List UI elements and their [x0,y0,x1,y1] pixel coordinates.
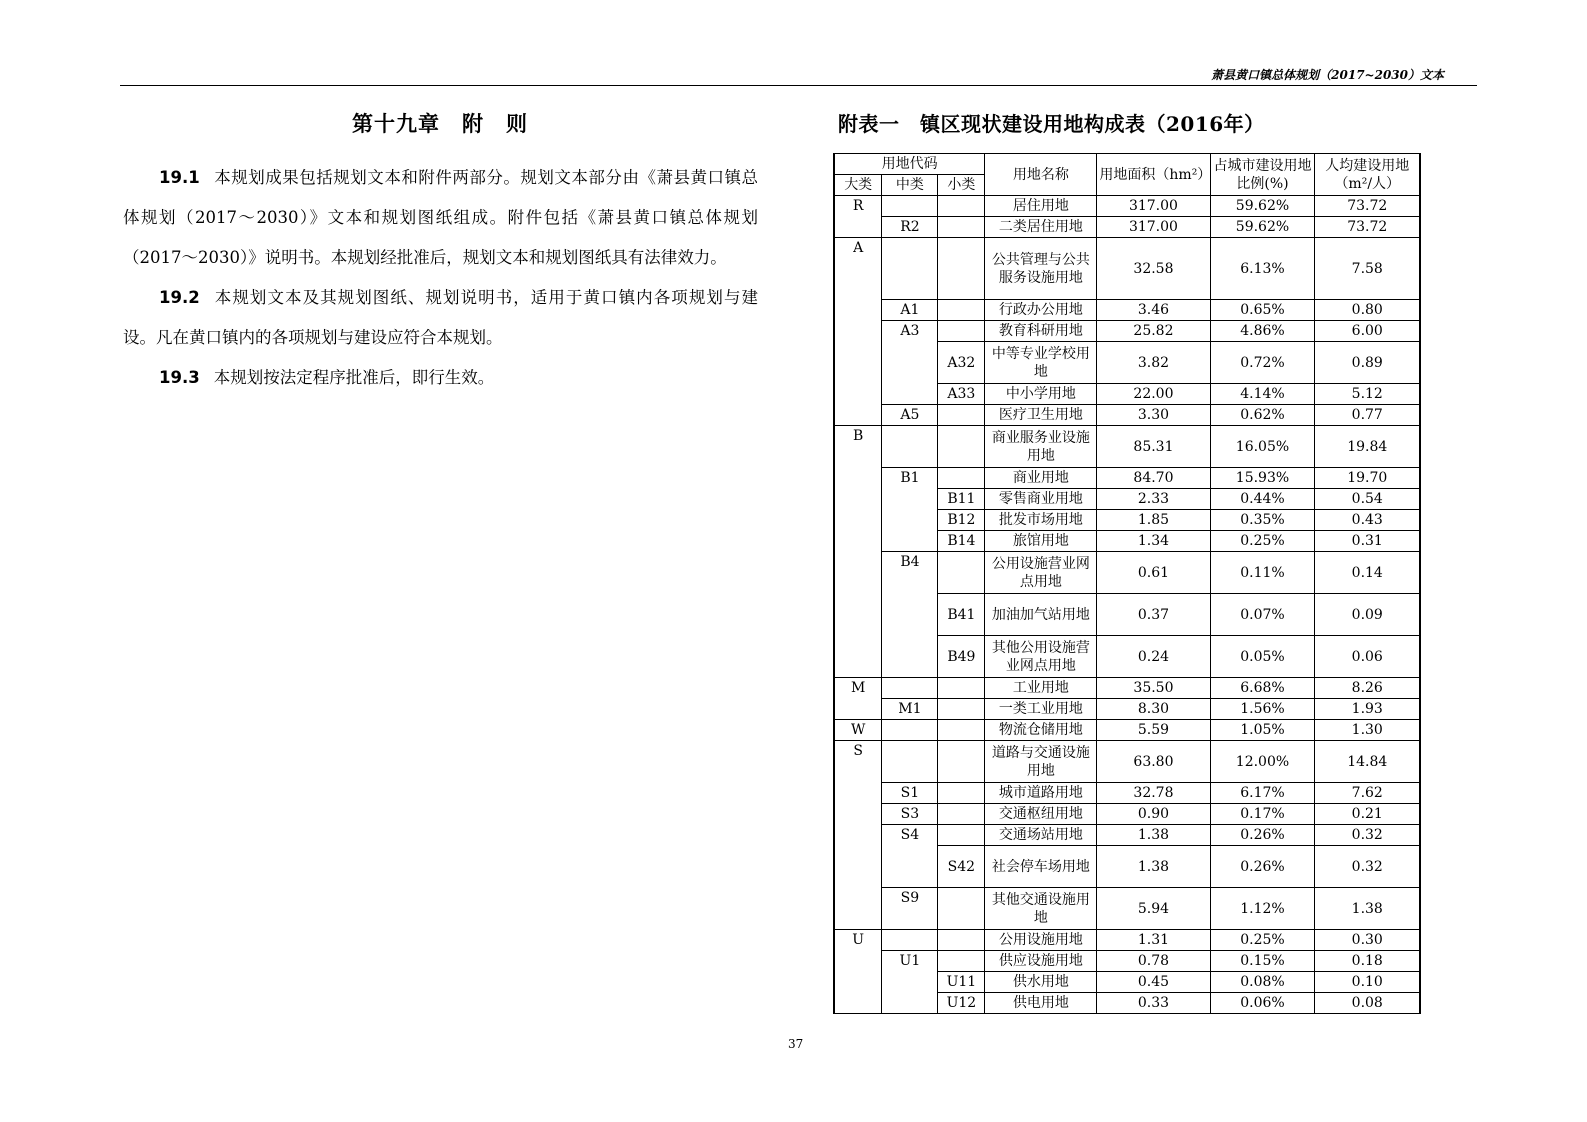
land-area: 35.50 [1097,678,1210,699]
clause-number: 19.3 [159,368,200,387]
header-minor: 小类 [938,175,985,196]
table-row [834,699,1420,720]
per-capita-land: 19.70 [1315,468,1420,489]
land-use-table-body [834,196,1420,1014]
land-ratio: 0.35% [1210,510,1315,531]
per-capita-land: 0.18 [1315,951,1420,972]
per-capita-land: 0.43 [1315,510,1420,531]
table-row [834,741,1420,783]
land-ratio: 1.12% [1210,888,1315,930]
clause-number: 19.2 [159,288,200,307]
per-capita-land: 5.12 [1315,384,1420,405]
land-area: 317.00 [1097,196,1210,217]
per-capita-land: 0.06 [1315,636,1420,678]
table-row [834,720,1420,741]
land-use-name: 旅馆用地 [985,531,1097,552]
land-area: 3.46 [1097,300,1210,321]
medium-code [882,196,938,217]
minor-code [938,678,985,699]
table-row [834,217,1420,238]
table-row [834,888,1420,930]
major-code: M [834,678,882,720]
chapter-title: 第十九章 附 则 [352,111,528,136]
land-use-table [833,153,1421,1014]
land-area: 0.90 [1097,804,1210,825]
table-row [834,552,1420,594]
minor-code: U12 [938,993,985,1014]
land-ratio: 12.00% [1210,741,1315,783]
land-use-name: 公共管理与公共服务设施用地 [985,238,1097,300]
land-use-name: 批发市场用地 [985,510,1097,531]
major-code: R [834,196,882,238]
minor-code: B12 [938,510,985,531]
medium-code [882,678,938,699]
clause-19-3 [123,358,758,398]
land-ratio: 0.08% [1210,972,1315,993]
page-number: 37 [788,1037,804,1051]
land-area: 32.58 [1097,238,1210,300]
minor-code [938,720,985,741]
medium-code: M1 [882,699,938,720]
minor-code [938,217,985,238]
per-capita-land: 0.77 [1315,405,1420,426]
land-area: 5.59 [1097,720,1210,741]
per-capita-land: 0.10 [1315,972,1420,993]
header-per-capita: 人均建设用地（m²/人） [1315,154,1420,196]
table-row [834,321,1420,342]
minor-code [938,930,985,951]
land-area: 317.00 [1097,217,1210,238]
medium-code: A3 [882,321,938,405]
medium-code [882,720,938,741]
land-ratio: 59.62% [1210,217,1315,238]
land-area: 0.37 [1097,594,1210,636]
per-capita-land: 0.89 [1315,342,1420,384]
land-area: 0.45 [1097,972,1210,993]
land-area: 1.31 [1097,930,1210,951]
land-use-name: 城市道路用地 [985,783,1097,804]
medium-code: S4 [882,825,938,888]
medium-code [882,238,938,300]
header-medium: 中类 [882,175,938,196]
per-capita-land: 0.30 [1315,930,1420,951]
header-rule [120,85,1477,86]
land-area: 1.38 [1097,846,1210,888]
land-ratio: 6.13% [1210,238,1315,300]
minor-code [938,321,985,342]
per-capita-land: 73.72 [1315,217,1420,238]
per-capita-land: 0.80 [1315,300,1420,321]
major-code: U [834,930,882,1014]
land-ratio: 0.06% [1210,993,1315,1014]
land-use-name: 零售商业用地 [985,489,1097,510]
per-capita-land: 0.09 [1315,594,1420,636]
land-ratio: 59.62% [1210,196,1315,217]
land-ratio: 6.68% [1210,678,1315,699]
minor-code: B41 [938,594,985,636]
medium-code: B4 [882,552,938,678]
land-use-name: 其他公用设施营业网点用地 [985,636,1097,678]
minor-code [938,238,985,300]
land-use-name: 交通场站用地 [985,825,1097,846]
per-capita-land: 8.26 [1315,678,1420,699]
land-area: 32.78 [1097,783,1210,804]
per-capita-land: 0.21 [1315,804,1420,825]
land-use-name: 公用设施营业网点用地 [985,552,1097,594]
table-row [834,951,1420,972]
medium-code: R2 [882,217,938,238]
clause-19-2 [123,278,758,358]
medium-code: S9 [882,888,938,930]
major-code: A [834,238,882,426]
land-ratio: 15.93% [1210,468,1315,489]
minor-code [938,804,985,825]
land-ratio: 0.44% [1210,489,1315,510]
per-capita-land: 0.08 [1315,993,1420,1014]
per-capita-land: 7.62 [1315,783,1420,804]
per-capita-land: 1.30 [1315,720,1420,741]
medium-code: A5 [882,405,938,426]
minor-code: B14 [938,531,985,552]
minor-code: U11 [938,972,985,993]
clause-text: 本规划成果包括规划文本和附件两部分。规划文本部分由《萧县黄口镇总体规划（2017～2030）》文本和规划图纸组成。附件包括《萧县黄口镇总体规划（2017～2030）》说明书。本规划经批准后，规划文本和规划图纸具有法律效力。 [123,168,758,267]
land-use-name: 交通枢纽用地 [985,804,1097,825]
land-ratio: 0.26% [1210,825,1315,846]
per-capita-land: 19.84 [1315,426,1420,468]
per-capita-land: 1.38 [1315,888,1420,930]
table-row [834,300,1420,321]
medium-code [882,930,938,951]
per-capita-land: 1.93 [1315,699,1420,720]
medium-code: B1 [882,468,938,552]
per-capita-land: 0.54 [1315,489,1420,510]
clause-19-1 [123,158,758,278]
table-row [834,678,1420,699]
land-area: 63.80 [1097,741,1210,783]
minor-code [938,741,985,783]
land-ratio: 0.65% [1210,300,1315,321]
land-use-name: 居住用地 [985,196,1097,217]
minor-code [938,699,985,720]
medium-code [882,426,938,468]
header-major: 大类 [834,175,882,196]
land-use-name: 中小学用地 [985,384,1097,405]
land-use-name: 供水用地 [985,972,1097,993]
header-ratio: 占城市建设用地比例(%) [1210,154,1315,196]
land-ratio: 16.05% [1210,426,1315,468]
land-ratio: 1.05% [1210,720,1315,741]
land-area: 0.33 [1097,993,1210,1014]
minor-code [938,825,985,846]
minor-code [938,951,985,972]
minor-code [938,426,985,468]
minor-code: B49 [938,636,985,678]
table-row [834,930,1420,951]
medium-code [882,741,938,783]
medium-code: A1 [882,300,938,321]
land-area: 85.31 [1097,426,1210,468]
per-capita-land: 0.32 [1315,825,1420,846]
minor-code: S42 [938,846,985,888]
land-ratio: 6.17% [1210,783,1315,804]
land-ratio: 4.86% [1210,321,1315,342]
land-ratio: 0.07% [1210,594,1315,636]
land-area: 25.82 [1097,321,1210,342]
clause-number: 19.1 [159,168,200,187]
minor-code: B11 [938,489,985,510]
per-capita-land: 0.32 [1315,846,1420,888]
land-use-name: 中等专业学校用地 [985,342,1097,384]
header-area: 用地面积（hm²） [1097,154,1210,196]
minor-code [938,468,985,489]
table-row [834,238,1420,300]
major-code: S [834,741,882,930]
land-area: 1.34 [1097,531,1210,552]
table-row [834,196,1420,217]
land-use-name: 工业用地 [985,678,1097,699]
major-code: B [834,426,882,678]
header-code-group: 用地代码 [834,154,985,175]
header-name: 用地名称 [985,154,1097,196]
table-row [834,825,1420,846]
clause-text: 本规划按法定程序批准后，即行生效。 [213,368,495,387]
land-use-name: 供应设施用地 [985,951,1097,972]
land-ratio: 0.25% [1210,930,1315,951]
land-use-name: 加油加气站用地 [985,594,1097,636]
major-code: W [834,720,882,741]
clause-list [123,158,758,398]
land-ratio: 0.05% [1210,636,1315,678]
minor-code [938,552,985,594]
minor-code: A32 [938,342,985,384]
medium-code: S1 [882,783,938,804]
land-use-name: 社会停车场用地 [985,846,1097,888]
land-use-name: 其他交通设施用地 [985,888,1097,930]
land-area: 1.85 [1097,510,1210,531]
land-ratio: 0.62% [1210,405,1315,426]
land-area: 0.61 [1097,552,1210,594]
land-use-name: 道路与交通设施用地 [985,741,1097,783]
table-row [834,426,1420,468]
land-use-name: 教育科研用地 [985,321,1097,342]
land-ratio: 0.15% [1210,951,1315,972]
land-ratio: 0.72% [1210,342,1315,384]
land-use-name: 商业用地 [985,468,1097,489]
land-use-name: 物流仓储用地 [985,720,1097,741]
per-capita-land: 0.31 [1315,531,1420,552]
minor-code [938,300,985,321]
per-capita-land: 0.14 [1315,552,1420,594]
land-ratio: 0.17% [1210,804,1315,825]
land-ratio: 0.25% [1210,531,1315,552]
table-row [834,405,1420,426]
per-capita-land: 73.72 [1315,196,1420,217]
land-area: 0.24 [1097,636,1210,678]
appendix-table-title: 附表一 镇区现状建设用地构成表（2016年） [838,112,1265,136]
land-use-name: 医疗卫生用地 [985,405,1097,426]
land-use-name: 商业服务业设施用地 [985,426,1097,468]
minor-code [938,783,985,804]
document-header-title: 萧县黄口镇总体规划（2017~2030）文本 [1211,68,1444,82]
land-ratio: 4.14% [1210,384,1315,405]
minor-code [938,196,985,217]
minor-code: A33 [938,384,985,405]
table-row [834,804,1420,825]
land-area: 2.33 [1097,489,1210,510]
per-capita-land: 6.00 [1315,321,1420,342]
land-area: 1.38 [1097,825,1210,846]
land-area: 84.70 [1097,468,1210,489]
land-area: 3.30 [1097,405,1210,426]
minor-code [938,405,985,426]
clause-text: 本规划文本及其规划图纸、规划说明书，适用于黄口镇内各项规划与建设。凡在黄口镇内的各项规划与建设应符合本规划。 [123,288,758,347]
table-row [834,468,1420,489]
land-ratio: 0.26% [1210,846,1315,888]
land-use-name: 二类居住用地 [985,217,1097,238]
per-capita-land: 14.84 [1315,741,1420,783]
land-use-name: 公用设施用地 [985,930,1097,951]
land-ratio: 1.56% [1210,699,1315,720]
table-row [834,783,1420,804]
land-use-name: 供电用地 [985,993,1097,1014]
land-area: 8.30 [1097,699,1210,720]
land-area: 5.94 [1097,888,1210,930]
land-use-name: 行政办公用地 [985,300,1097,321]
land-area: 22.00 [1097,384,1210,405]
per-capita-land: 7.58 [1315,238,1420,300]
land-area: 0.78 [1097,951,1210,972]
land-use-name: 一类工业用地 [985,699,1097,720]
medium-code: U1 [882,951,938,1014]
land-area: 3.82 [1097,342,1210,384]
land-ratio: 0.11% [1210,552,1315,594]
minor-code [938,888,985,930]
medium-code: S3 [882,804,938,825]
